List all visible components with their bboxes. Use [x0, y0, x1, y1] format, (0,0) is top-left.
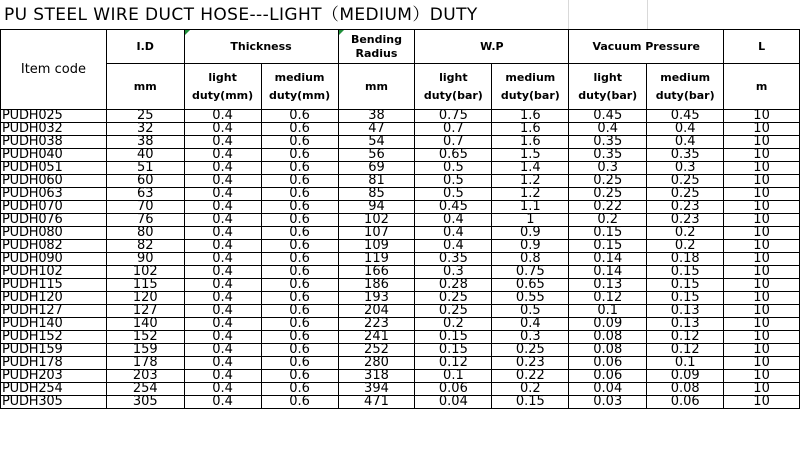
cell-vacuum-light[interactable]: 0.22	[569, 201, 647, 214]
cell-vacuum-medium[interactable]: 0.13	[647, 305, 724, 318]
thick-medium-l1: medium	[274, 70, 325, 84]
cell-wp-light[interactable]: 0.3	[415, 266, 492, 279]
cell-vacuum-light[interactable]: 0.25	[569, 188, 647, 201]
cell-wp-light[interactable]: 0.7	[415, 136, 492, 149]
cell-thickness-medium[interactable]: 0.6	[261, 266, 338, 279]
cell-vacuum-medium[interactable]: 0.12	[647, 344, 724, 357]
cell-bending-radius[interactable]: 85	[338, 188, 415, 201]
vac-medium-l2: duty(bar)	[655, 88, 715, 102]
header-bend-unit[interactable]: mm	[338, 64, 415, 110]
cell-item-code[interactable]: PUDH203	[1, 370, 107, 383]
cell-vacuum-light[interactable]: 0.04	[569, 383, 647, 396]
header-thick-medium[interactable]	[261, 64, 338, 110]
cell-vacuum-light[interactable]: 0.1	[569, 305, 647, 318]
cell-vacuum-light[interactable]: 0.03	[569, 396, 647, 409]
cell-thickness-light[interactable]: 0.4	[184, 331, 261, 344]
cell-inner-diameter[interactable]: 32	[106, 123, 184, 136]
cell-vacuum-medium[interactable]: 0.25	[647, 175, 724, 188]
cell-thickness-light[interactable]: 0.4	[184, 240, 261, 253]
cell-wp-medium[interactable]: 1	[492, 214, 569, 227]
thick-medium-l2: duty(mm)	[268, 88, 331, 102]
table-row	[1, 357, 800, 370]
cell-thickness-medium[interactable]: 0.6	[261, 305, 338, 318]
cell-wp-medium[interactable]: 1.6	[492, 136, 569, 149]
cell-inner-diameter[interactable]: 51	[106, 162, 184, 175]
cell-bending-radius[interactable]: 318	[338, 370, 415, 383]
cell-vacuum-medium[interactable]: 0.12	[647, 331, 724, 344]
cell-item-code[interactable]: PUDH040	[1, 149, 107, 162]
cell-wp-light[interactable]: 0.06	[415, 383, 492, 396]
wp-light-l2: duty(bar)	[423, 88, 483, 102]
cell-wp-light[interactable]: 0.4	[415, 240, 492, 253]
table-row	[1, 175, 800, 188]
cell-length[interactable]: 10	[724, 253, 800, 266]
table-row	[1, 305, 800, 318]
cell-thickness-light[interactable]: 0.4	[184, 292, 261, 305]
cell-item-code[interactable]: PUDH060	[1, 175, 107, 188]
cell-item-code[interactable]: PUDH159	[1, 344, 107, 357]
table-row	[1, 136, 800, 149]
cell-thickness-medium[interactable]: 0.6	[261, 149, 338, 162]
cell-vacuum-medium[interactable]: 0.23	[647, 214, 724, 227]
cell-wp-light[interactable]: 0.7	[415, 123, 492, 136]
cell-item-code[interactable]: PUDH038	[1, 136, 107, 149]
cell-item-code[interactable]: PUDH051	[1, 162, 107, 175]
cell-vacuum-light[interactable]: 0.06	[569, 357, 647, 370]
cell-wp-medium[interactable]: 0.2	[492, 383, 569, 396]
cell-inner-diameter[interactable]: 25	[106, 110, 184, 123]
cell-bending-radius[interactable]: 69	[338, 162, 415, 175]
cell-inner-diameter[interactable]: 90	[106, 253, 184, 266]
cell-vacuum-light[interactable]: 0.08	[569, 331, 647, 344]
cell-thickness-medium[interactable]: 0.6	[261, 383, 338, 396]
spec-table	[0, 29, 800, 409]
cell-wp-medium[interactable]: 1.2	[492, 175, 569, 188]
thick-light-l1: light	[208, 70, 237, 84]
cell-thickness-medium[interactable]: 0.6	[261, 188, 338, 201]
cell-vacuum-light[interactable]: 0.06	[569, 370, 647, 383]
cell-wp-medium[interactable]: 0.25	[492, 344, 569, 357]
cell-bending-radius[interactable]: 54	[338, 136, 415, 149]
gridlines	[568, 0, 800, 29]
cell-vacuum-medium[interactable]: 0.2	[647, 227, 724, 240]
cell-thickness-light[interactable]: 0.4	[184, 357, 261, 370]
cell-thickness-light[interactable]: 0.4	[184, 110, 261, 123]
cell-length[interactable]: 10	[724, 240, 800, 253]
cell-length[interactable]: 10	[724, 318, 800, 331]
cell-item-code[interactable]: PUDH025	[1, 110, 107, 123]
cell-length[interactable]: 10	[724, 123, 800, 136]
header-id[interactable]: I.D	[106, 30, 184, 64]
cell-length[interactable]: 10	[724, 162, 800, 175]
cell-wp-light[interactable]: 0.5	[415, 188, 492, 201]
cell-wp-medium[interactable]: 1.1	[492, 201, 569, 214]
cell-wp-medium[interactable]: 0.9	[492, 240, 569, 253]
header-wp-light[interactable]	[415, 64, 492, 110]
cell-length[interactable]: 10	[724, 383, 800, 396]
cell-thickness-medium[interactable]: 0.6	[261, 162, 338, 175]
cell-vacuum-light[interactable]: 0.08	[569, 344, 647, 357]
cell-item-code[interactable]: PUDH305	[1, 396, 107, 409]
cell-length[interactable]: 10	[724, 305, 800, 318]
cell-vacuum-medium[interactable]: 0.3	[647, 162, 724, 175]
cell-inner-diameter[interactable]: 40	[106, 149, 184, 162]
cell-thickness-medium[interactable]: 0.6	[261, 175, 338, 188]
cell-bending-radius[interactable]: 107	[338, 227, 415, 240]
table-row	[1, 227, 800, 240]
table-row	[1, 201, 800, 214]
cell-wp-medium[interactable]: 1.6	[492, 123, 569, 136]
wp-medium-l1: medium	[505, 70, 556, 84]
cell-length[interactable]: 10	[724, 136, 800, 149]
cell-vacuum-medium[interactable]: 0.09	[647, 370, 724, 383]
cell-thickness-medium[interactable]: 0.6	[261, 292, 338, 305]
table-row	[1, 292, 800, 305]
cell-inner-diameter[interactable]: 152	[106, 331, 184, 344]
cell-length[interactable]: 10	[724, 214, 800, 227]
header-wp-medium[interactable]	[492, 64, 569, 110]
cell-bending-radius[interactable]: 280	[338, 357, 415, 370]
cell-vacuum-light[interactable]: 0.15	[569, 227, 647, 240]
cell-wp-light[interactable]: 0.28	[415, 279, 492, 292]
cell-wp-light[interactable]: 0.1	[415, 370, 492, 383]
cell-wp-light[interactable]: 0.5	[415, 175, 492, 188]
header-length[interactable]: L	[724, 30, 800, 64]
cell-vacuum-medium[interactable]: 0.08	[647, 383, 724, 396]
table-row	[1, 318, 800, 331]
cell-item-code[interactable]: PUDH076	[1, 214, 107, 227]
cell-wp-medium[interactable]: 0.5	[492, 305, 569, 318]
cell-vacuum-light[interactable]: 0.13	[569, 279, 647, 292]
cell-length[interactable]: 10	[724, 227, 800, 240]
cell-length[interactable]: 10	[724, 266, 800, 279]
cell-vacuum-medium[interactable]: 0.4	[647, 136, 724, 149]
cell-wp-light[interactable]: 0.75	[415, 110, 492, 123]
cell-wp-light[interactable]: 0.4	[415, 227, 492, 240]
cell-thickness-medium[interactable]: 0.6	[261, 201, 338, 214]
cell-thickness-medium[interactable]: 0.6	[261, 370, 338, 383]
cell-thickness-medium[interactable]: 0.6	[261, 240, 338, 253]
cell-inner-diameter[interactable]: 140	[106, 318, 184, 331]
cell-bending-radius[interactable]: 47	[338, 123, 415, 136]
header-bending-line2: Radius	[355, 46, 398, 60]
cell-wp-medium[interactable]: 1.6	[492, 110, 569, 123]
cell-bending-radius[interactable]: 186	[338, 279, 415, 292]
cell-length[interactable]: 10	[724, 110, 800, 123]
cell-bending-radius[interactable]: 38	[338, 110, 415, 123]
cell-item-code[interactable]: PUDH032	[1, 123, 107, 136]
cell-vacuum-medium[interactable]: 0.23	[647, 201, 724, 214]
cell-bending-radius[interactable]: 109	[338, 240, 415, 253]
cell-wp-medium[interactable]: 0.4	[492, 318, 569, 331]
table-row	[1, 279, 800, 292]
cell-item-code[interactable]: PUDH140	[1, 318, 107, 331]
cell-thickness-medium[interactable]: 0.6	[261, 214, 338, 227]
cell-length[interactable]: 10	[724, 201, 800, 214]
table-row	[1, 162, 800, 175]
cell-vacuum-light[interactable]: 0.3	[569, 162, 647, 175]
table-row	[1, 110, 800, 123]
cell-thickness-light[interactable]: 0.4	[184, 344, 261, 357]
cell-length[interactable]: 10	[724, 188, 800, 201]
cell-thickness-light[interactable]: 0.4	[184, 305, 261, 318]
cell-thickness-light[interactable]: 0.4	[184, 266, 261, 279]
cell-thickness-medium[interactable]: 0.6	[261, 344, 338, 357]
cell-wp-medium[interactable]: 0.22	[492, 370, 569, 383]
cell-vacuum-medium[interactable]: 0.15	[647, 292, 724, 305]
cell-item-code[interactable]: PUDH080	[1, 227, 107, 240]
cell-bending-radius[interactable]: 56	[338, 149, 415, 162]
cell-wp-light[interactable]: 0.15	[415, 344, 492, 357]
wp-light-l1: light	[439, 70, 468, 84]
cell-bending-radius[interactable]: 102	[338, 214, 415, 227]
cell-thickness-light[interactable]: 0.4	[184, 149, 261, 162]
cell-length[interactable]: 10	[724, 344, 800, 357]
cell-bending-radius[interactable]: 81	[338, 175, 415, 188]
cell-vacuum-medium[interactable]: 0.15	[647, 266, 724, 279]
cell-inner-diameter[interactable]: 70	[106, 201, 184, 214]
cell-vacuum-light[interactable]: 0.35	[569, 136, 647, 149]
cell-vacuum-light[interactable]: 0.4	[569, 123, 647, 136]
cell-inner-diameter[interactable]: 38	[106, 136, 184, 149]
cell-thickness-medium[interactable]: 0.6	[261, 396, 338, 409]
cell-wp-medium[interactable]: 1.2	[492, 188, 569, 201]
cell-inner-diameter[interactable]: 254	[106, 383, 184, 396]
cell-vacuum-medium[interactable]: 0.45	[647, 110, 724, 123]
cell-inner-diameter[interactable]: 60	[106, 175, 184, 188]
cell-thickness-medium[interactable]: 0.6	[261, 318, 338, 331]
cell-vacuum-medium[interactable]: 0.15	[647, 279, 724, 292]
cell-length[interactable]: 10	[724, 357, 800, 370]
cell-wp-medium[interactable]: 1.4	[492, 162, 569, 175]
cell-item-code[interactable]: PUDH090	[1, 253, 107, 266]
table-row	[1, 123, 800, 136]
cell-wp-medium[interactable]: 0.9	[492, 227, 569, 240]
header-wp[interactable]: W.P	[415, 30, 569, 64]
cell-thickness-light[interactable]: 0.4	[184, 383, 261, 396]
wp-medium-l2: duty(bar)	[500, 88, 560, 102]
cell-length[interactable]: 10	[724, 370, 800, 383]
cell-vacuum-medium[interactable]: 0.1	[647, 357, 724, 370]
header-vac-light[interactable]	[569, 64, 647, 110]
header-thickness[interactable]: Thickness	[184, 30, 338, 64]
header-id-unit[interactable]: mm	[106, 64, 184, 110]
cell-vacuum-light[interactable]: 0.12	[569, 292, 647, 305]
cell-item-code[interactable]: PUDH082	[1, 240, 107, 253]
cell-vacuum-medium[interactable]: 0.06	[647, 396, 724, 409]
cell-thickness-medium[interactable]: 0.6	[261, 279, 338, 292]
cell-length[interactable]: 10	[724, 396, 800, 409]
cell-inner-diameter[interactable]: 305	[106, 396, 184, 409]
cell-vacuum-light[interactable]: 0.2	[569, 214, 647, 227]
cell-item-code[interactable]: PUDH070	[1, 201, 107, 214]
cell-wp-medium[interactable]: 0.75	[492, 266, 569, 279]
cell-thickness-light[interactable]: 0.4	[184, 175, 261, 188]
cell-wp-light[interactable]: 0.04	[415, 396, 492, 409]
cell-vacuum-light[interactable]: 0.45	[569, 110, 647, 123]
cell-item-code[interactable]: PUDH178	[1, 357, 107, 370]
cell-thickness-light[interactable]: 0.4	[184, 396, 261, 409]
cell-bending-radius[interactable]: 204	[338, 305, 415, 318]
cell-wp-light[interactable]: 0.35	[415, 253, 492, 266]
cell-vacuum-light[interactable]: 0.35	[569, 149, 647, 162]
cell-thickness-light[interactable]: 0.4	[184, 201, 261, 214]
cell-thickness-light[interactable]: 0.4	[184, 253, 261, 266]
table-row	[1, 370, 800, 383]
cell-inner-diameter[interactable]: 76	[106, 214, 184, 227]
cell-thickness-light[interactable]: 0.4	[184, 188, 261, 201]
cell-vacuum-light[interactable]: 0.14	[569, 253, 647, 266]
table-row	[1, 331, 800, 344]
table-row	[1, 149, 800, 162]
cell-item-code[interactable]: PUDH102	[1, 266, 107, 279]
cell-inner-diameter[interactable]: 80	[106, 227, 184, 240]
vac-medium-l1: medium	[660, 70, 711, 84]
table-row	[1, 188, 800, 201]
header-bending-line1: Bending	[350, 32, 402, 46]
cell-inner-diameter[interactable]: 203	[106, 370, 184, 383]
cell-thickness-medium[interactable]: 0.6	[261, 331, 338, 344]
cell-wp-light[interactable]: 0.5	[415, 162, 492, 175]
cell-inner-diameter[interactable]: 115	[106, 279, 184, 292]
cell-item-code[interactable]: PUDH254	[1, 383, 107, 396]
cell-vacuum-light[interactable]: 0.14	[569, 266, 647, 279]
cell-thickness-medium[interactable]: 0.6	[261, 136, 338, 149]
header-thick-light[interactable]	[184, 64, 261, 110]
cell-vacuum-light[interactable]: 0.25	[569, 175, 647, 188]
vac-light-l2: duty(bar)	[578, 88, 638, 102]
cell-vacuum-medium[interactable]: 0.25	[647, 188, 724, 201]
cell-vacuum-medium[interactable]: 0.13	[647, 318, 724, 331]
cell-bending-radius[interactable]: 252	[338, 344, 415, 357]
cell-wp-light[interactable]: 0.2	[415, 318, 492, 331]
cell-item-code[interactable]: PUDH063	[1, 188, 107, 201]
cell-inner-diameter[interactable]: 120	[106, 292, 184, 305]
header-length-unit[interactable]: m	[724, 64, 800, 110]
cell-bending-radius[interactable]: 471	[338, 396, 415, 409]
cell-wp-light[interactable]: 0.4	[415, 214, 492, 227]
cell-length[interactable]: 10	[724, 279, 800, 292]
cell-thickness-light[interactable]: 0.4	[184, 370, 261, 383]
cell-thickness-light[interactable]: 0.4	[184, 279, 261, 292]
cell-vacuum-light[interactable]: 0.09	[569, 318, 647, 331]
cell-bending-radius[interactable]: 166	[338, 266, 415, 279]
cell-inner-diameter[interactable]: 82	[106, 240, 184, 253]
cell-length[interactable]: 10	[724, 149, 800, 162]
table-row	[1, 396, 800, 409]
cell-bending-radius[interactable]: 223	[338, 318, 415, 331]
cell-length[interactable]: 10	[724, 292, 800, 305]
cell-length[interactable]: 10	[724, 175, 800, 188]
cell-vacuum-medium[interactable]: 0.4	[647, 123, 724, 136]
cell-thickness-medium[interactable]: 0.6	[261, 253, 338, 266]
table-row	[1, 253, 800, 266]
cell-vacuum-medium[interactable]: 0.18	[647, 253, 724, 266]
cell-thickness-light[interactable]: 0.4	[184, 227, 261, 240]
table-row	[1, 214, 800, 227]
cell-bending-radius[interactable]: 241	[338, 331, 415, 344]
cell-vacuum-medium[interactable]: 0.2	[647, 240, 724, 253]
cell-inner-diameter[interactable]: 102	[106, 266, 184, 279]
cell-item-code[interactable]: PUDH120	[1, 292, 107, 305]
sheet-title: PU STEEL WIRE DUCT HOSE---LIGHT（MEDIUM）DUTY	[4, 5, 478, 25]
cell-inner-diameter[interactable]: 127	[106, 305, 184, 318]
cell-thickness-light[interactable]: 0.4	[184, 318, 261, 331]
thick-light-l2: duty(mm)	[192, 88, 254, 102]
cell-bending-radius[interactable]: 119	[338, 253, 415, 266]
cell-thickness-light[interactable]: 0.4	[184, 214, 261, 227]
cell-wp-medium[interactable]: 0.55	[492, 292, 569, 305]
cell-item-code[interactable]: PUDH115	[1, 279, 107, 292]
cell-thickness-medium[interactable]: 0.6	[261, 110, 338, 123]
cell-wp-medium[interactable]: 0.23	[492, 357, 569, 370]
cell-wp-light[interactable]: 0.12	[415, 357, 492, 370]
cell-bending-radius[interactable]: 394	[338, 383, 415, 396]
cell-wp-medium[interactable]: 0.8	[492, 253, 569, 266]
cell-thickness-light[interactable]: 0.4	[184, 162, 261, 175]
cell-wp-light[interactable]: 0.45	[415, 201, 492, 214]
cell-thickness-light[interactable]: 0.4	[184, 136, 261, 149]
cell-bending-radius[interactable]: 94	[338, 201, 415, 214]
header-vacuum[interactable]: Vacuum Pressure	[569, 30, 724, 64]
cell-wp-medium[interactable]: 0.15	[492, 396, 569, 409]
cell-item-code[interactable]: PUDH152	[1, 331, 107, 344]
cell-bending-radius[interactable]: 193	[338, 292, 415, 305]
cell-wp-light[interactable]: 0.15	[415, 331, 492, 344]
table-row	[1, 240, 800, 253]
cell-wp-medium[interactable]: 0.3	[492, 331, 569, 344]
table-row	[1, 383, 800, 396]
cell-item-code[interactable]: PUDH127	[1, 305, 107, 318]
cell-inner-diameter[interactable]: 63	[106, 188, 184, 201]
cell-wp-light[interactable]: 0.65	[415, 149, 492, 162]
table-row	[1, 344, 800, 357]
cell-thickness-light[interactable]: 0.4	[184, 123, 261, 136]
table-row	[1, 266, 800, 279]
cell-length[interactable]: 10	[724, 331, 800, 344]
header-bending-radius[interactable]	[338, 30, 415, 64]
cell-wp-light[interactable]: 0.25	[415, 292, 492, 305]
cell-wp-light[interactable]: 0.25	[415, 305, 492, 318]
cell-inner-diameter[interactable]: 159	[106, 344, 184, 357]
cell-wp-medium[interactable]: 0.65	[492, 279, 569, 292]
cell-inner-diameter[interactable]: 178	[106, 357, 184, 370]
header-vac-medium[interactable]	[647, 64, 724, 110]
cell-thickness-medium[interactable]: 0.6	[261, 357, 338, 370]
cell-thickness-medium[interactable]: 0.6	[261, 123, 338, 136]
vac-light-l1: light	[593, 70, 623, 84]
cell-wp-medium[interactable]: 1.5	[492, 149, 569, 162]
cell-vacuum-medium[interactable]: 0.35	[647, 149, 724, 162]
cell-vacuum-light[interactable]: 0.15	[569, 240, 647, 253]
cell-thickness-medium[interactable]: 0.6	[261, 227, 338, 240]
header-item-code[interactable]: Item code	[1, 30, 107, 110]
